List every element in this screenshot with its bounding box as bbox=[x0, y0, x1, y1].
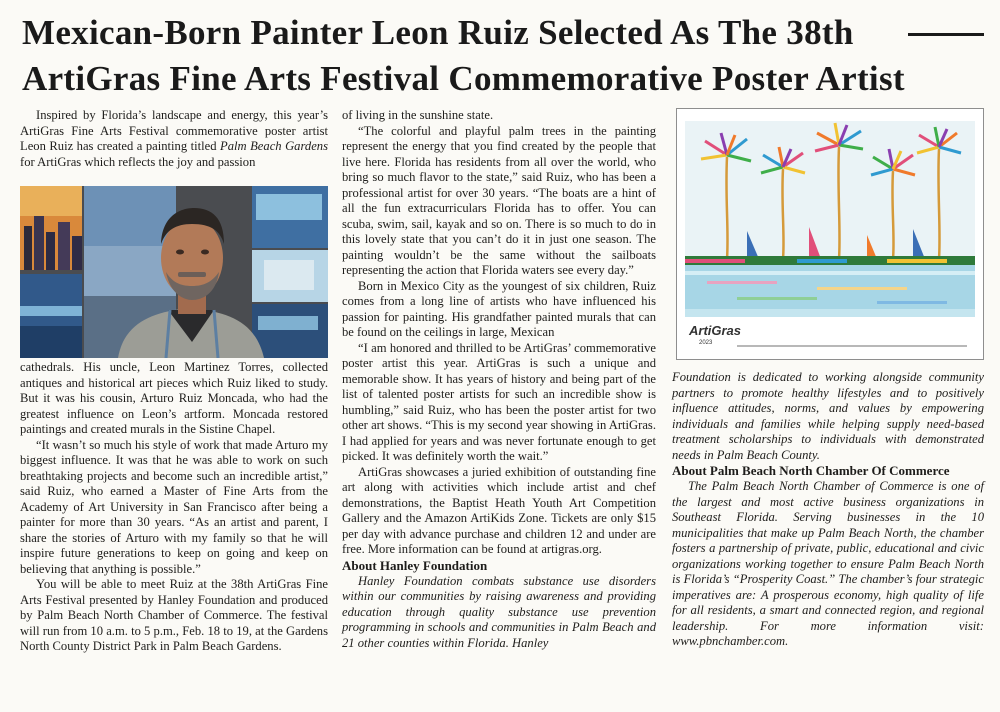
headline bbox=[22, 10, 942, 102]
header-rule bbox=[908, 33, 984, 36]
hanley-text: Hanley Foundation combats substance use disorders within our communities by raising awareness and providing education through quality substance use prevention programming in schools and communities in Palm Beach and 21 other counties within Florida. Hanley bbox=[342, 573, 656, 650]
headline-line-2: ArtiGras Fine Arts Festival Commemorative Poster Artist bbox=[22, 59, 905, 98]
paragraph-honored-quote: “I am honored and thrilled to be ArtiGras’ commemorative poster artist this year. ArtiGras is such a unique and memorable show. It has years of history and being part of the list of talented poster artists for such an incredible show is humbling,” said Ruiz, who has been the poster artist for two other art shows. “This is my second year showing in ArtiGras. I had applied for years and was never fortunate enough to get picked. It was definitely worth the wait.” bbox=[342, 340, 656, 463]
paragraph-arturo-quote: “It wasn’t so much his style of work that made Arturo my biggest influence. It was that he was able to work on such breathtaking projects and become such an incredible artist,” said Ruiz, who earned a Master of Fine Arts from the Academy of Art University in San Francisco after being a painter for more than 30 years. “As an artist and parent, I share the stories of Arturo with my family so that he will inspire future generations to keep on going and keep on believing that anything is possible.” bbox=[20, 437, 328, 576]
chamber-heading: About Palm Beach North Chamber Of Commerce bbox=[672, 463, 950, 478]
hanley-heading: About Hanley Foundation bbox=[342, 557, 488, 573]
painting-title: Palm Beach Gardens bbox=[220, 139, 328, 153]
paragraph-festival-showcase: ArtiGras showcases a juried exhibition of outstanding fine art along with activities which include artist and chef demonstrations, the Baptist Heath Youth Art Competition Gallery and the Amazon ArtiKids Zone. Tickets are only $15 per day with advance purchase and children 12 and under are free. More information can be found at artigras.org. bbox=[342, 464, 656, 556]
paragraph-festival-details: You will be able to meet Ruiz at the 38th ArtiGras Fine Arts Festival presented by Hanley Foundation and produced by Palm Beach North Chamber of Commerce. The festival will run from 10 a.m. to 5 p.m., Feb. 18 to 19, at the Gardens North County District Park in Palm Beach Gardens. bbox=[20, 577, 328, 653]
poster-image bbox=[676, 108, 984, 360]
poster-year: 2023 bbox=[699, 340, 713, 346]
headline-line-1: Mexican-Born Painter Leon Ruiz Selected As The 38th bbox=[22, 13, 854, 52]
paragraph-intro-continued: cathedrals. His uncle, Leon Martinez Torres, collected antiques and historical art pieces which Ruiz liked to study. But it was his cousin, Arturo Ruiz Moncada, who had the greatest influence on Leon’s artform. Moncada restored paintings and created murals in the Sistine Chapel. bbox=[20, 360, 328, 436]
hanley-text-continued: Foundation is dedicated to working alongside community partners to promote healthy lifestyles and to positively influence attitudes, norms, and values by empowering individuals and families while helping supply need-based treatment scholarships to individuals with demonstrated needs in Palm Beach County. bbox=[672, 370, 984, 462]
paragraph-biography: Born in Mexico City as the youngest of six children, Ruiz comes from a long line of artists who have influenced his passion for painting. His grandfather painted murals that can be found on the ceilings in large, Mexican bbox=[342, 278, 656, 339]
column-1-top bbox=[20, 108, 328, 170]
poster-brand: ArtiGras bbox=[689, 323, 742, 338]
paragraph-intro-end: of living in the sunshine state. bbox=[342, 108, 494, 122]
column-1-bottom bbox=[20, 360, 328, 655]
column-3 bbox=[672, 370, 984, 650]
chamber-text: The Palm Beach North Chamber of Commerce is one of the largest and most active business organizations in Southeast Florida. Serving businesses in the 10 municipalities that make up Palm Beach North, the chamber fosters a partnership of private, public, educational and civic organizations working together to ensure Palm Beach North is Florida’s “Prosperity Coast.” The chamber’s four strategic imperatives are: A prosperous economy, high quality of life for all residents, a smart and connected region, and regional leadership. For more information visit: www.pbnchamber.com. bbox=[672, 479, 984, 648]
paragraph-intro: Inspired by Florida’s landscape and energy, this year’s ArtiGras Fine Arts Festival commemorative poster artist Leon Ruiz has created a painting titled Palm Beach Gardens for ArtiGras which reflects the joy and passion bbox=[20, 108, 328, 169]
paragraph-palm-trees-quote: “The colorful and playful palm trees in the painting represent the energy that you find created by the people that live here. Florida has residents from all over the world, who bring so much flavor to the state,” said Ruiz, who has been a professional artist for over 30 years. “The boats are a hint of all the fun extracurriculars Florida has to offer. You can scuba, swim, sail, kayak and so on. There is so much to do in this lovely state that you can’t do it in just one season. The painting wouldn’t be the same without the sailboats representing the action that Florida waters see every day.” bbox=[342, 123, 656, 277]
artist-photo bbox=[20, 186, 328, 358]
column-2 bbox=[342, 108, 656, 651]
